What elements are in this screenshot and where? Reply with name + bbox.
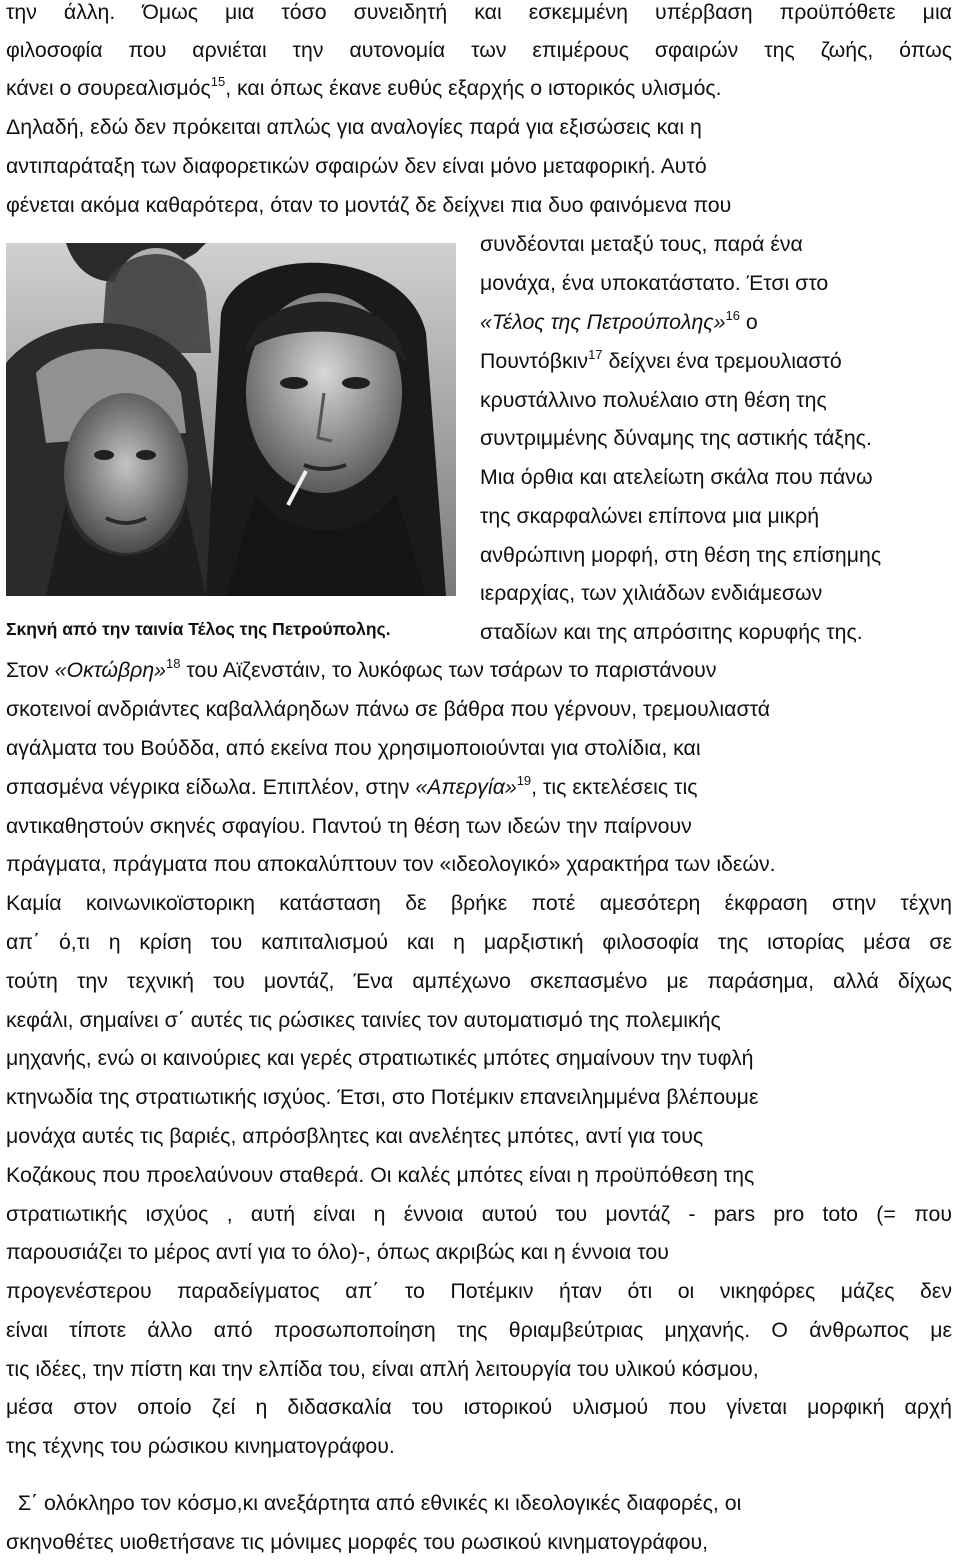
footnote-ref[interactable]: 19	[516, 773, 532, 788]
text-line: Καμία κοινωνικοϊστορικη κατάσταση δε βρήκε ποτέ αμεσότερη έκφραση στην τέχνη	[6, 891, 952, 915]
text-run: δείχνει ένα τρεμουλιαστό	[602, 349, 842, 373]
text-line: κρυστάλλινο πολυέλαιο στη θέση της	[480, 388, 827, 412]
text-line: πράγματα, πράγματα που αποκαλύπτουν τον «ιδεολογικό» χαρακτήρα των ιδεών.	[6, 852, 776, 876]
text-line: συντριμμένης δύναμης της αστικής τάξης.	[480, 426, 872, 450]
text-line: συνδέονται μεταξύ τους, παρά ένα	[480, 232, 803, 256]
footnote-ref[interactable]: 16	[725, 308, 740, 323]
text-line: τις ιδέες, την πίστη και την ελπίδα του, είναι απλή λειτουργία του υλικού κόσμου,	[6, 1357, 759, 1381]
footnote-ref[interactable]: 15	[210, 74, 226, 89]
text-run: Στον	[6, 658, 55, 682]
text-line: είναι τίποτε άλλο από προσωποποίηση της θριαμβεύτριας μηχανής. Ο άνθρωπος με	[6, 1318, 952, 1342]
text-line: κεφάλι, σημαίνει σ΄ αυτές τις ρώσικες ταινίες τον αυτοματισμό της πολεμικής	[6, 1008, 721, 1032]
text-line: σκηνοθέτες υιοθετήσανε τις μόνιμες μορφές του ρωσικού κινηματογράφου,	[6, 1530, 709, 1554]
text-line: Σ΄ ολόκληρο τον κόσμο,κι ανεξάρτητα από εθνικές κι ιδεολογικές διαφορές, οι	[6, 1491, 742, 1515]
text-line: Κοζάκους που προελαύνουν σταθερά. Οι καλές μπότες είναι η προϋπόθεση της	[6, 1163, 755, 1187]
text-line: μονάχα, ένα υποκατάστατο. Έτσι στο	[480, 271, 829, 295]
text-line: μονάχα αυτές τις βαριές, απρόσβλητες και ανελέητες μπότες, αντί για τους	[6, 1124, 704, 1148]
text-run: , και όπως έκανε ευθύς εξαρχής ο ιστορικός υλισμός.	[225, 76, 722, 100]
text-line: ανθρώπινη μορφή, στη θέση της επίσημης	[480, 543, 882, 567]
figure-caption: Σκηνή από την ταινία Τέλος της Πετρούπολης.	[6, 619, 391, 639]
text-line: στρατιωτικής ισχύος , αυτή είναι η έννοια αυτού του μοντάζ - pars pro toto (= που	[6, 1202, 952, 1226]
text-line: της σκαρφαλώνει επίπονα μια μικρή	[480, 504, 820, 528]
text-line: παρουσιάζει το μέρος αντί για το όλο)-, όπως ακριβώς και η έννοια του	[6, 1240, 669, 1264]
text-run: , τις εκτελέσεις τις	[531, 775, 698, 799]
text-line: σκοτεινοί ανδριάντες καβαλλάρηδων πάνω σε βάθρα που γέρνουν, τρεμουλιαστά	[6, 697, 771, 721]
text-line: σταδίων και της απρόσιτης κορυφής της.	[480, 620, 863, 644]
text-line: κτηνωδία της στρατιωτικής ισχύος. Έτσι, στο Ποτέμκιν επανειλημμένα βλέπουμε	[6, 1085, 759, 1109]
text-run: ο	[739, 310, 758, 334]
text-run: του Αϊζενστάιν, το λυκόφως των τσάρων το παριστάνουν	[180, 658, 717, 682]
footnote-ref[interactable]: 17	[588, 347, 603, 362]
text-line: προγενέστερου παραδείγματος απ΄ το Ποτέμκιν ήταν ότι οι νικηφόρες μάζες δεν	[6, 1279, 952, 1303]
film-title: «Τέλος της Πετρούπολης»	[480, 310, 726, 334]
text-run: σπασμένα νέγρικα είδωλα. Επιπλέον, στην	[6, 775, 416, 799]
text-line	[480, 303, 758, 341]
text-line: της τέχνης του ρώσικου κινηματογράφου.	[6, 1434, 395, 1458]
text-line: αντιπαράταξη των διαφορετικών σφαιρών δεν είναι μόνο μεταφορική. Αυτό	[6, 154, 707, 178]
text-line: αγάλματα του Βούδδα, από εκείνα που χρησιμοποιούνται για στολίδια, και	[6, 736, 701, 760]
footnote-ref[interactable]: 18	[166, 656, 181, 671]
film-still-image	[6, 243, 456, 596]
text-line: Μια όρθια και ατελείωτη σκάλα που πάνω	[480, 465, 873, 489]
text-run: κάνει ο σουρεαλισμός	[6, 76, 211, 100]
text-line: μηχανής, ενώ οι καινούριες και γερές στρατιωτικές μπότες σημαίνουν την τυφλή	[6, 1046, 754, 1070]
text-line: απ΄ ό,τι η κρίση του καπιταλισμού και η μαρξιστική φιλοσοφία της ιστορίας μέσα σε	[6, 930, 952, 954]
text-line: ιεραρχίας, των χιλιάδων ενδιάμεσων	[480, 581, 823, 605]
text-line	[6, 651, 716, 689]
text-line: φένεται ακόμα καθαρότερα, όταν το μοντάζ δε δείχνει πια δυο φαινόμενα που	[6, 193, 732, 217]
text-line	[6, 768, 697, 806]
text-line: Δηλαδή, εδώ δεν πρόκειται απλώς για αναλογίες παρά για εξισώσεις και η	[6, 115, 702, 139]
text-line: την άλλη. Όμως μια τόσο συνειδητή και εσκεμμένη υπέρβαση προϋπόθετε μια	[6, 0, 952, 24]
film-title: «Οκτώβρη»	[54, 658, 167, 682]
text-run: Πουντόβκιν	[480, 349, 589, 373]
text-line: μέσα στον οποίο ζεί η διδασκαλία του ιστορικού υλισμού που γίνεται μορφική αρχή	[6, 1395, 952, 1419]
text-line	[480, 342, 842, 380]
text-line	[6, 69, 722, 107]
text-line: τούτη την τεχνική του μοντάζ, Ένα αμπέχωνο σκεπασμένο με παράσημα, αλλά δίχως	[6, 969, 952, 993]
film-still-photo-icon	[6, 243, 456, 596]
text-line: αντικαθηστούν σκηνές σφαγίου. Παντού τη θέση των ιδεών την παίρνουν	[6, 814, 692, 838]
text-line: φιλοσοφία που αρνιέται την αυτονομία των επιμέρους σφαιρών της ζωής, όπως	[6, 38, 952, 62]
film-title: «Απεργία»	[415, 775, 517, 799]
